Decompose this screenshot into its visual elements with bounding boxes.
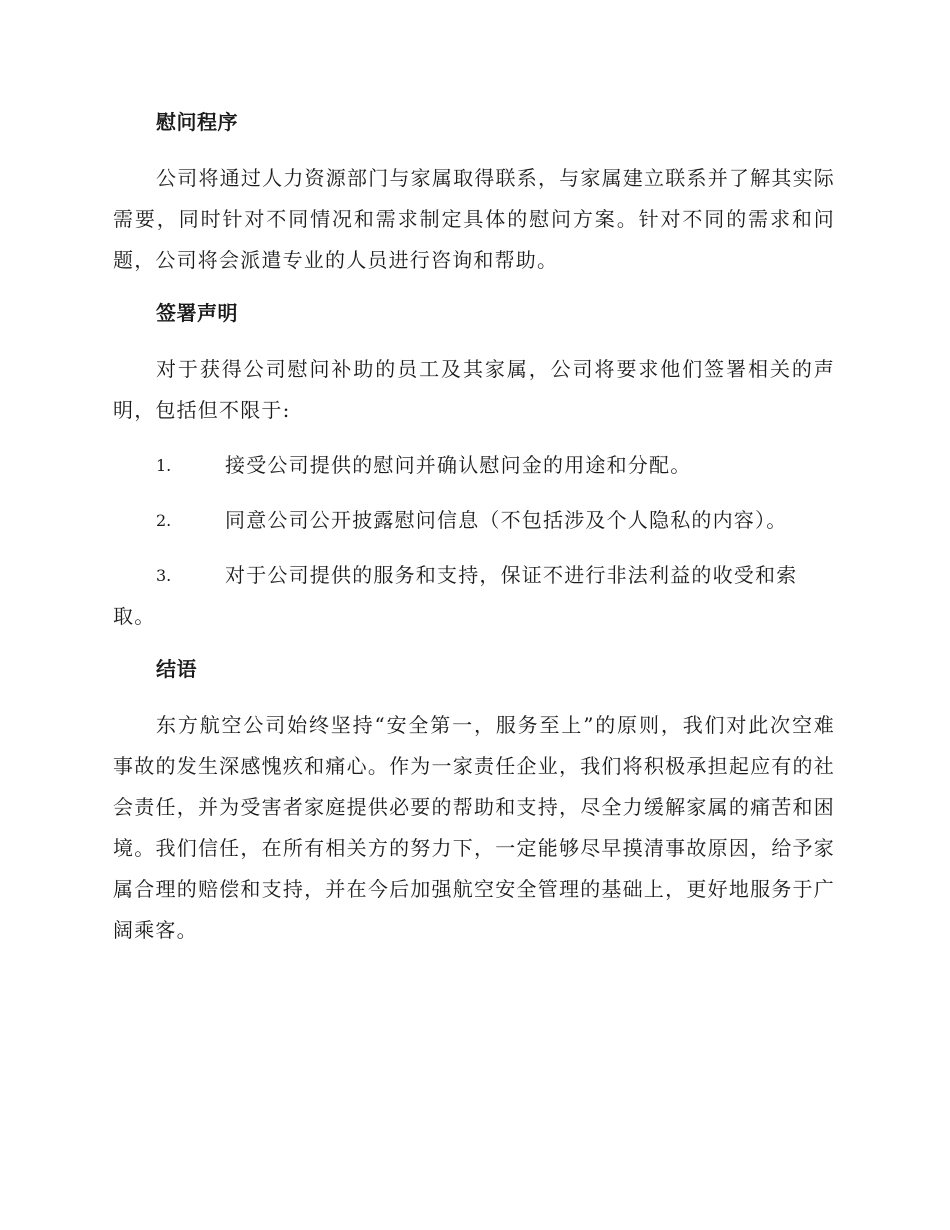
list-item-number: 1.	[156, 456, 172, 475]
list-item-text: 同意公司公开披露慰问信息（不包括涉及个人隐私的内容）。	[225, 508, 788, 532]
list-item-text: 对于公司提供的服务和支持，保证不进行非法利益的收受和索取。	[113, 563, 798, 628]
list-item-number: 3.	[156, 566, 172, 585]
list-item	[113, 445, 835, 486]
section-heading-condolence-procedure: 慰问程序	[156, 110, 238, 134]
document-body	[113, 108, 835, 951]
list-item-text: 接受公司提供的慰问并确认慰问金的用途和分配。	[225, 453, 692, 477]
section-paragraph-condolence-procedure: 公司将通过人力资源部门与家属取得联系，与家属建立联系并了解其实际需要，同时针对不同情况和需求制定具体的慰问方案。针对不同的需求和问题，公司将会派遣专业的人员进行咨询和帮助。	[113, 166, 835, 272]
section-heading-signed-statement: 签署声明	[156, 301, 238, 325]
section-heading-conclusion: 结语	[156, 657, 197, 681]
list-item	[113, 555, 835, 637]
section-paragraph-conclusion: 东方航空公司始终坚持“安全第一，服务至上”的原则，我们对此次空难事故的发生深感愧疚和痛心。作为一家责任企业，我们将积极承担起应有的社会责任，并为受害者家庭提供必要的帮助和支持，尽全力缓解家属的痛苦和困境。我们信任，在所有相关方的努力下，一定能够尽早摸清事故原因，给予家属合理的赔偿和支持，并在今后加强航空安全管理的基础上，更好地服务于广阔乘客。	[113, 713, 835, 942]
list-item	[113, 500, 835, 541]
list-item-number: 2.	[156, 511, 172, 530]
section-paragraph-signed-statement: 对于获得公司慰问补助的员工及其家属，公司将要求他们签署相关的声明，包括但不限于:	[113, 357, 835, 422]
